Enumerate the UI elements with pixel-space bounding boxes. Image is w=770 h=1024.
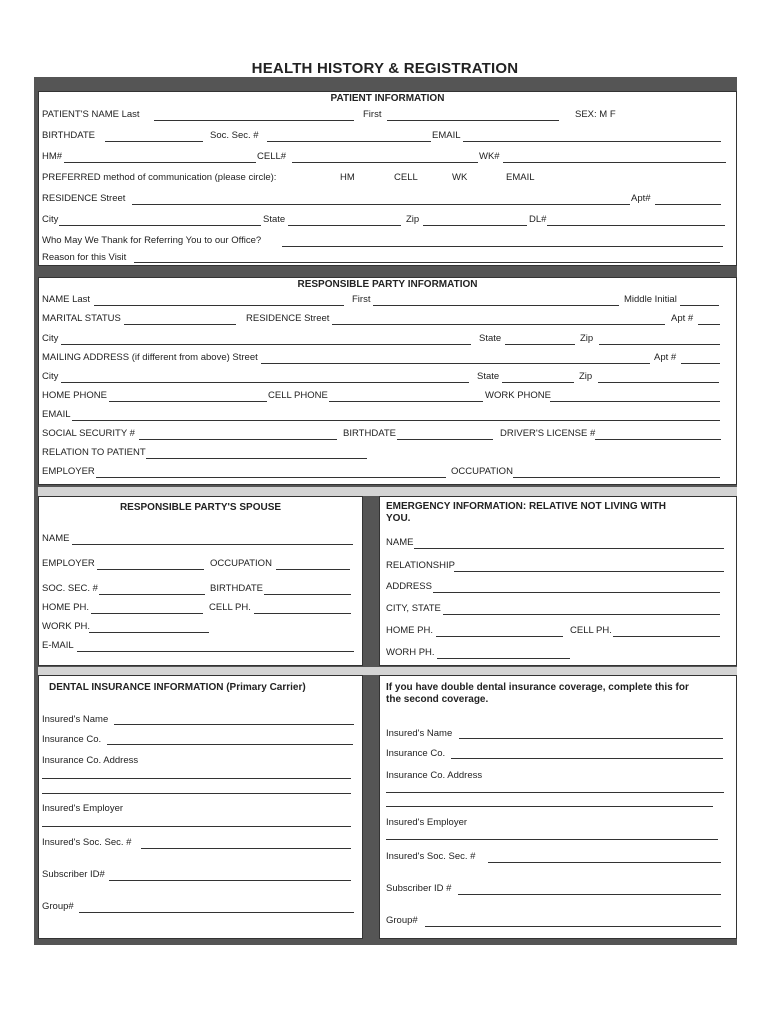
primary-employer-label: Insured's Employer [42, 803, 124, 814]
spouse-home-phone-label: HOME PH. [42, 602, 89, 613]
preferred-option-cell[interactable]: CELL [394, 172, 418, 183]
patient-apt-field[interactable] [655, 204, 721, 205]
emergency-name-field[interactable] [414, 548, 724, 549]
spouse-birthdate-label: BIRTHDATE [210, 583, 263, 594]
emergency-section-header-line2: YOU. [386, 513, 411, 524]
spouse-employer-label: EMPLOYER [42, 558, 95, 569]
emergency-home-phone-label: HOME PH. [386, 625, 433, 636]
referral-field[interactable] [282, 246, 723, 247]
patient-residence-field[interactable] [132, 204, 630, 205]
spouse-cell-phone-label: CELL PH. [209, 602, 251, 613]
page-title: HEALTH HISTORY & REGISTRATION [251, 60, 519, 77]
patient-ssn-label: Soc. Sec. # [210, 130, 259, 141]
rp-email-field[interactable] [72, 420, 720, 421]
patient-residence-label: RESIDENCE Street [42, 193, 126, 204]
patient-apt-label: Apt# [631, 193, 651, 204]
emergency-section [379, 496, 737, 666]
emergency-city-state-field[interactable] [443, 614, 720, 615]
emergency-cell-phone-field[interactable] [613, 636, 720, 637]
rp-relation-field[interactable] [146, 458, 367, 459]
secondary-subscriber-field[interactable] [458, 894, 721, 895]
spouse-birthdate-field[interactable] [264, 594, 351, 595]
primary-insurance-co-field[interactable] [107, 744, 353, 745]
secondary-group-label: Group# [386, 915, 418, 926]
patient-zip-label: Zip [406, 214, 420, 225]
rp-state-label: State [479, 333, 502, 344]
rp-apt-field[interactable] [698, 324, 720, 325]
rp-middle-initial-field[interactable] [680, 305, 719, 306]
spouse-email-field[interactable] [77, 651, 354, 652]
emergency-home-phone-field[interactable] [436, 636, 563, 637]
spouse-name-label: NAME [42, 533, 70, 544]
visit-reason-field[interactable] [134, 262, 720, 263]
spouse-ssn-field[interactable] [99, 594, 205, 595]
patient-birthdate-field[interactable] [105, 141, 203, 142]
spouse-occupation-label: OCCUPATION [210, 558, 272, 569]
rp-home-phone-label: HOME PHONE [42, 390, 107, 401]
form-frame [34, 77, 737, 945]
rp-apt-label: Apt # [671, 313, 694, 324]
emergency-city-state-label: CITY, STATE [386, 603, 441, 614]
primary-ssn-label: Insured's Soc. Sec. # [42, 837, 132, 848]
patient-zip-field[interactable] [423, 225, 527, 226]
rp-residence-label: RESIDENCE Street [246, 313, 330, 324]
emergency-work-phone-label: WORH PH. [386, 647, 435, 658]
rp-zip-label: Zip [580, 333, 594, 344]
patient-sex-label[interactable]: SEX: M F [575, 109, 616, 120]
patient-cell-phone-label: CELL# [257, 151, 287, 162]
dental-primary-section [38, 675, 363, 939]
patient-home-phone-label: HM# [42, 151, 63, 162]
rp-mailing-apt-label: Apt # [654, 352, 677, 363]
patient-dl-field[interactable] [547, 225, 725, 226]
emergency-address-label: ADDRESS [386, 581, 432, 592]
secondary-insurance-address-label: Insurance Co. Address [386, 770, 483, 781]
patient-ssn-field[interactable] [267, 141, 431, 142]
patient-work-phone-field[interactable] [503, 162, 726, 163]
secondary-employer-label: Insured's Employer [386, 817, 468, 828]
rp-occupation-field[interactable] [513, 477, 720, 478]
secondary-insurance-address-field-1[interactable] [386, 792, 724, 793]
rp-mailing-state-field[interactable] [502, 382, 574, 383]
rp-mailing-field[interactable] [261, 363, 650, 364]
rp-state-field[interactable] [505, 344, 575, 345]
rp-residence-field[interactable] [332, 324, 665, 325]
patient-state-field[interactable] [288, 225, 401, 226]
primary-insurance-co-label: Insurance Co. [42, 734, 102, 745]
secondary-ssn-field[interactable] [488, 862, 721, 863]
responsible-party-section [38, 277, 737, 485]
primary-group-label: Group# [42, 901, 74, 912]
emergency-work-phone-field[interactable] [437, 658, 570, 659]
referral-label: Who May We Thank for Referring You to our Office? [42, 235, 262, 246]
rp-zip-field[interactable] [599, 344, 720, 345]
dental-secondary-header-line2: the second coverage. [386, 694, 489, 705]
rp-last-name-label: NAME Last [42, 294, 91, 305]
rp-ssn-field[interactable] [139, 439, 337, 440]
patient-cell-phone-field[interactable] [292, 162, 478, 163]
primary-subscriber-label: Subscriber ID# [42, 869, 105, 880]
section-divider-2 [38, 667, 737, 675]
rp-birthdate-field[interactable] [397, 439, 493, 440]
patient-last-name-field[interactable] [154, 120, 354, 121]
rp-mailing-city-field[interactable] [61, 382, 469, 383]
primary-insurance-address-field-2[interactable] [42, 793, 351, 794]
spouse-ssn-label: SOC. SEC. # [42, 583, 98, 594]
emergency-relationship-label: RELATIONSHIP [386, 560, 455, 571]
patient-work-phone-label: WK# [479, 151, 500, 162]
patient-city-field[interactable] [59, 225, 261, 226]
primary-insured-name-label: Insured's Name [42, 714, 109, 725]
primary-ssn-field[interactable] [141, 848, 351, 849]
rp-city-label: City [42, 333, 59, 344]
rp-email-label: EMAIL [42, 409, 71, 420]
secondary-subscriber-label: Subscriber ID # [386, 883, 452, 894]
patient-last-name-label: PATIENT'S NAME Last [42, 109, 140, 120]
preferred-option-email[interactable]: EMAIL [506, 172, 535, 183]
secondary-insurance-co-label: Insurance Co. [386, 748, 446, 759]
rp-marital-label: MARITAL STATUS [42, 313, 121, 324]
secondary-insured-name-label: Insured's Name [386, 728, 453, 739]
rp-city-field[interactable] [61, 344, 471, 345]
rp-mailing-city-label: City [42, 371, 59, 382]
secondary-group-field[interactable] [425, 926, 721, 927]
dental-secondary-header-line1: If you have double dental insurance coverage, complete this for [386, 682, 689, 693]
emergency-section-header-line1: EMERGENCY INFORMATION: RELATIVE NOT LIVING WITH [386, 501, 666, 512]
emergency-relationship-field[interactable] [454, 571, 724, 572]
dental-primary-header: DENTAL INSURANCE INFORMATION (Primary Carrier) [49, 682, 306, 693]
secondary-employer-field[interactable] [386, 839, 718, 840]
rp-relation-label: RELATION TO PATIENT [42, 447, 146, 458]
spouse-section [38, 496, 363, 666]
spouse-name-field[interactable] [72, 544, 353, 545]
dental-secondary-section [379, 675, 737, 939]
patient-state-label: State [263, 214, 286, 225]
spouse-home-phone-field[interactable] [91, 613, 203, 614]
patient-email-label: EMAIL [432, 130, 461, 141]
spouse-email-label: E-MAIL [42, 640, 74, 651]
patient-birthdate-label: BIRTHDATE [42, 130, 95, 141]
rp-employer-label: EMPLOYER [42, 466, 95, 477]
patient-dl-label: DL# [529, 214, 547, 225]
rp-home-phone-field[interactable] [109, 401, 267, 402]
preferred-communication-label: PREFERRED method of communication (please circle): [42, 172, 277, 183]
secondary-ssn-label: Insured's Soc. Sec. # [386, 851, 476, 862]
patient-first-name-label: First [363, 109, 382, 120]
visit-reason-label: Reason for this Visit [42, 252, 127, 263]
rp-mailing-zip-label: Zip [579, 371, 593, 382]
secondary-insured-name-field[interactable] [459, 738, 723, 739]
patient-city-label: City [42, 214, 59, 225]
secondary-insurance-address-field-2[interactable] [386, 806, 713, 807]
primary-subscriber-field[interactable] [109, 880, 351, 881]
patient-home-phone-field[interactable] [64, 162, 256, 163]
rp-middle-initial-label: Middle Initial [624, 294, 677, 305]
rp-occupation-label: OCCUPATION [451, 466, 513, 477]
rp-last-name-field[interactable] [94, 305, 344, 306]
rp-first-name-field[interactable] [373, 305, 619, 306]
rp-license-label: DRIVER'S LICENSE # [500, 428, 596, 439]
rp-mailing-state-label: State [477, 371, 500, 382]
rp-first-name-label: First [352, 294, 371, 305]
spouse-work-phone-field[interactable] [89, 632, 209, 633]
primary-insured-name-field[interactable] [114, 724, 354, 725]
primary-employer-field[interactable] [42, 826, 351, 827]
spouse-cell-phone-field[interactable] [254, 613, 351, 614]
rp-cell-phone-label: CELL PHONE [268, 390, 328, 401]
patient-information-section [38, 91, 737, 266]
patient-email-field[interactable] [463, 141, 721, 142]
spouse-section-header: RESPONSIBLE PARTY'S SPOUSE [119, 502, 282, 513]
patient-section-header: PATIENT INFORMATION [330, 93, 445, 104]
spouse-employer-field[interactable] [97, 569, 204, 570]
patient-first-name-field[interactable] [387, 120, 559, 121]
rp-marital-field[interactable] [124, 324, 236, 325]
emergency-address-field[interactable] [433, 592, 720, 593]
emergency-name-label: NAME [386, 537, 414, 548]
rp-mailing-zip-field[interactable] [598, 382, 719, 383]
emergency-cell-phone-label: CELL PH. [570, 625, 612, 636]
responsible-section-header: RESPONSIBLE PARTY INFORMATION [297, 279, 478, 290]
rp-ssn-label: SOCIAL SECURITY # [42, 428, 135, 439]
preferred-option-hm[interactable]: HM [340, 172, 355, 183]
rp-work-phone-label: WORK PHONE [485, 390, 551, 401]
rp-cell-phone-field[interactable] [329, 401, 483, 402]
rp-work-phone-field[interactable] [550, 401, 720, 402]
rp-employer-field[interactable] [96, 477, 446, 478]
section-divider [38, 487, 737, 496]
primary-insurance-address-field-1[interactable] [42, 778, 351, 779]
primary-group-field[interactable] [79, 912, 354, 913]
secondary-insurance-co-field[interactable] [451, 758, 723, 759]
rp-mailing-apt-field[interactable] [681, 363, 720, 364]
primary-insurance-address-label: Insurance Co. Address [42, 755, 139, 766]
rp-mailing-label: MAILING ADDRESS (if different from above) Street [42, 352, 258, 363]
rp-license-field[interactable] [595, 439, 721, 440]
rp-birthdate-label: BIRTHDATE [343, 428, 396, 439]
spouse-occupation-field[interactable] [276, 569, 350, 570]
preferred-option-wk[interactable]: WK [452, 172, 468, 183]
spouse-work-phone-label: WORK PH. [42, 621, 91, 632]
